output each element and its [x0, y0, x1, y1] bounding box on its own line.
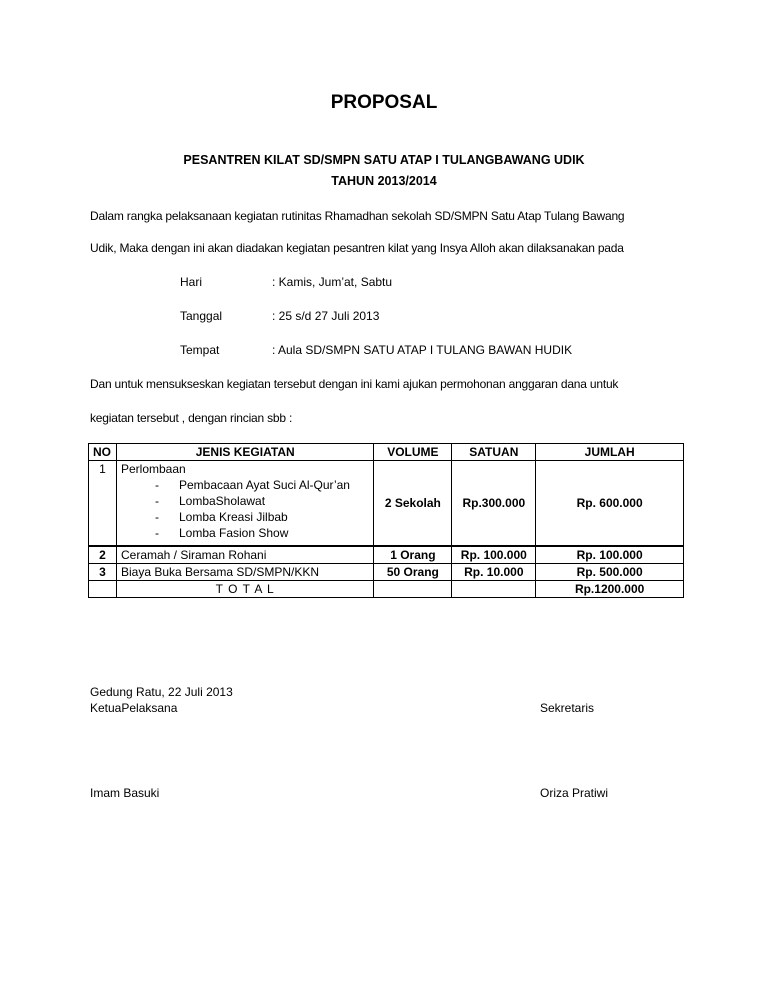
- row1-no: 1: [89, 461, 117, 547]
- signature-left-name: Imam Basuki: [90, 786, 160, 800]
- bullet-dash: -: [154, 494, 159, 508]
- row3-activity: Biaya Buka Bersama SD/SMPN/KKN: [116, 564, 373, 581]
- bullet-dash: -: [154, 478, 159, 492]
- table-row: [89, 546, 684, 564]
- bullet-dash: -: [154, 526, 159, 540]
- signature-right-name: Oriza Pratiwi: [540, 786, 609, 800]
- request-line-2: kegiatan tersebut , dengan rincian sbb :: [90, 411, 293, 425]
- header-no: NO: [89, 444, 117, 461]
- subitem-label: Lomba Fasion Show: [178, 526, 289, 540]
- table-row: [89, 564, 684, 581]
- detail-value-tempat: : Aula SD/SMPN SATU ATAP I TULANG BAWAN HUDIK: [272, 343, 573, 357]
- intro-line-2: Udik, Maka dengan ini akan diadakan kegiatan pesantren kilat yang Insya Alloh akan dilaksanakan pada: [90, 241, 624, 255]
- signature-right-role: Sekretaris: [540, 701, 595, 715]
- row1-satuan: Rp.300.000: [452, 461, 536, 547]
- row2-satuan: Rp. 100.000: [452, 546, 536, 564]
- header-satuan: SATUAN: [452, 444, 536, 461]
- row1-activity-cell: [116, 461, 373, 547]
- row3-no: 3: [89, 564, 117, 581]
- list-item: [155, 493, 369, 509]
- document-subtitle-line1: PESANTREN KILAT SD/SMPN SATU ATAP I TULANGBAWANG UDIK: [183, 153, 585, 167]
- detail-value-hari: : Kamis, Jum’at, Sabtu: [272, 275, 393, 289]
- table-header-row: [89, 444, 684, 461]
- detail-value-tanggal: : 25 s/d 27 Juli 2013: [272, 309, 380, 323]
- header-jumlah: JUMLAH: [536, 444, 684, 461]
- row1-activity: Perlombaan: [120, 462, 186, 476]
- total-jumlah: Rp.1200.000: [536, 581, 684, 598]
- budget-table: [88, 443, 684, 598]
- row3-satuan: Rp. 10.000: [452, 564, 536, 581]
- subitem-label: Pembacaan Ayat Suci Al-Qur’an: [178, 478, 350, 492]
- row2-no: 2: [89, 546, 117, 564]
- row3-jumlah: Rp. 500.000: [536, 564, 684, 581]
- header-volume: VOLUME: [374, 444, 452, 461]
- list-item: [155, 525, 369, 541]
- row2-activity: Ceramah / Siraman Rohani: [116, 546, 373, 564]
- document-subtitle-line2: TAHUN 2013/2014: [331, 174, 437, 188]
- subitem-label: Lomba Kreasi Jilbab: [178, 510, 288, 524]
- signature-place-date: Gedung Ratu, 22 Juli 2013: [90, 685, 233, 699]
- total-label: T O T A L: [116, 581, 373, 598]
- list-item: [155, 477, 369, 493]
- detail-label-tanggal: Tanggal: [180, 309, 223, 323]
- intro-line-1: Dalam rangka pelaksanaan kegiatan rutinitas Rhamadhan sekolah SD/SMPN Satu Atap Tulang Bawang: [90, 209, 625, 223]
- signature-left-role: KetuaPelaksana: [90, 701, 178, 715]
- row1-jumlah: Rp. 600.000: [536, 461, 684, 547]
- total-volume: [374, 581, 452, 598]
- row2-jumlah: Rp. 100.000: [536, 546, 684, 564]
- row3-volume: 50 Orang: [374, 564, 452, 581]
- table-row: [89, 461, 684, 547]
- row1-volume: 2 Sekolah: [374, 461, 452, 547]
- header-jenis-kegiatan: JENIS KEGIATAN: [116, 444, 373, 461]
- detail-label-tempat: Tempat: [180, 343, 220, 357]
- table-total-row: [89, 581, 684, 598]
- row1-subitem-list: [121, 477, 369, 541]
- total-no: [89, 581, 117, 598]
- row2-volume: 1 Orang: [374, 546, 452, 564]
- subitem-label: LombaSholawat: [178, 494, 266, 508]
- list-item: [155, 509, 369, 525]
- bullet-dash: -: [154, 510, 159, 524]
- document-title: PROPOSAL: [330, 92, 438, 113]
- total-satuan: [452, 581, 536, 598]
- request-line-1: Dan untuk mensukseskan kegiatan tersebut dengan ini kami ajukan permohonan anggaran dana untuk: [90, 377, 619, 391]
- detail-label-hari: Hari: [180, 275, 203, 289]
